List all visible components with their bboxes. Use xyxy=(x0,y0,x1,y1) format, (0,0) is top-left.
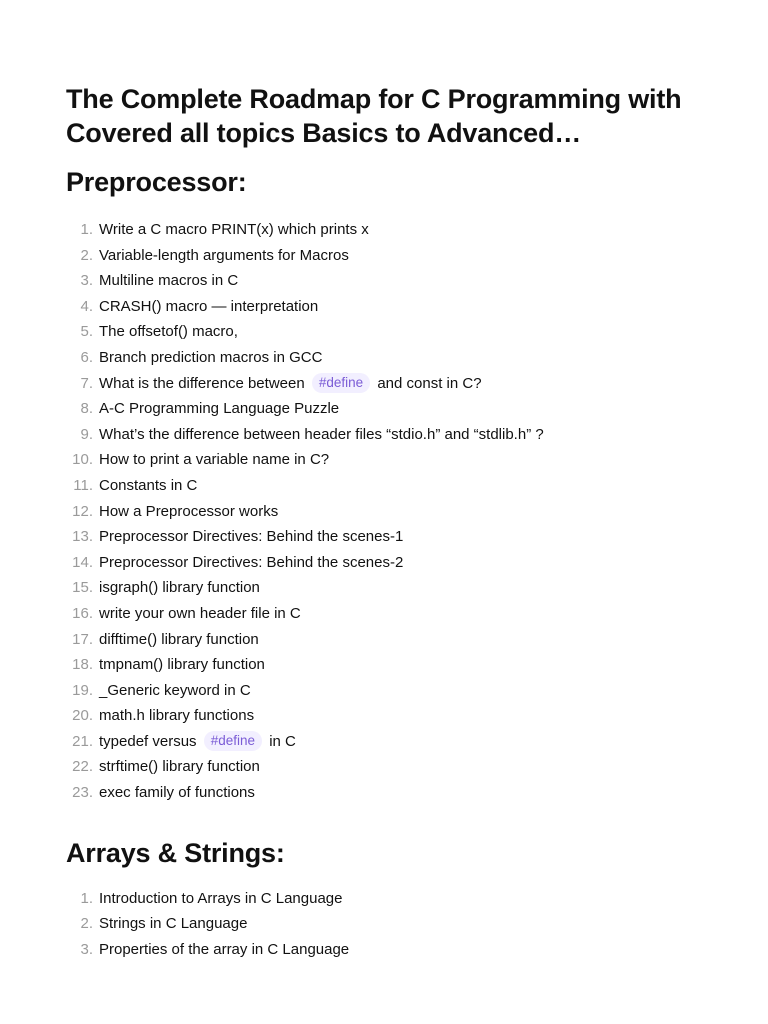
list-item-number: 21. xyxy=(72,732,93,750)
document-title-line-1: The Complete Roadmap for C Programming with xyxy=(66,84,682,114)
list-item-text: Branch prediction macros in GCC xyxy=(99,348,323,366)
list-item-text: Properties of the array in C Language xyxy=(99,940,350,958)
list-item-number: 22. xyxy=(72,758,93,776)
list-item xyxy=(66,268,706,294)
inline-code-tag: #define xyxy=(204,731,262,751)
list-item xyxy=(66,371,706,397)
list-item-number: 1. xyxy=(80,221,93,238)
list-item-text: The offsetof() macro, xyxy=(99,323,238,341)
list-item-text: exec family of functions xyxy=(99,784,255,802)
list-item-number: 5. xyxy=(80,323,93,341)
list-item-text: in C xyxy=(269,732,296,750)
list-item-text: _Generic keyword in C xyxy=(99,681,251,699)
list-item-number: 18. xyxy=(72,656,93,674)
list-item xyxy=(66,499,706,525)
list-item-number: 20. xyxy=(72,707,93,725)
document-title xyxy=(66,82,706,150)
list-item-number: 13. xyxy=(72,528,93,546)
list-item-number: 8. xyxy=(80,400,93,418)
list-item-text: isgraph() library function xyxy=(99,579,260,597)
list-item xyxy=(66,627,706,653)
list-item-number: 12. xyxy=(72,502,93,520)
list-item-text: How to print a variable name in C? xyxy=(99,451,330,469)
list-item-text: Preprocessor Directives: Behind the scenes-1 xyxy=(99,528,404,546)
list-item-number: 4. xyxy=(80,297,93,315)
list-item-text: strftime() library function xyxy=(99,758,260,776)
list-item-text: write your own header file in C xyxy=(99,604,301,622)
section-title-arrays-strings: Arrays & Strings: xyxy=(66,837,285,868)
list-item xyxy=(66,243,706,269)
list-item-number: 6. xyxy=(80,348,93,366)
topic-list-arrays-strings xyxy=(66,886,706,963)
list-item-text: Strings in C Language xyxy=(99,915,248,933)
list-item xyxy=(66,524,706,550)
list-item-number: 23. xyxy=(72,784,93,802)
topic-list-preprocessor xyxy=(66,217,706,806)
document-title-line-2: Covered all topics Basics to Advanced… xyxy=(66,118,582,148)
list-item-text: What’s the difference between header files “stdio.h” and “stdlib.h” ? xyxy=(99,425,544,443)
list-item xyxy=(66,447,706,473)
section-title-preprocessor: Preprocessor: xyxy=(66,167,247,197)
list-item xyxy=(66,886,706,912)
list-item xyxy=(66,703,706,729)
list-item xyxy=(66,473,706,499)
list-item-text: Multiline macros in C xyxy=(99,272,239,290)
list-item-number: 2. xyxy=(80,915,93,933)
list-item xyxy=(66,911,706,937)
list-item-text: Variable-length arguments for Macros xyxy=(99,246,349,264)
list-item-number: 9. xyxy=(80,425,93,443)
list-item-number: 17. xyxy=(72,630,93,648)
list-item-text: typedef versus xyxy=(99,732,197,750)
list-item-text: What is the difference between xyxy=(99,374,305,392)
list-item-number: 3. xyxy=(80,940,93,958)
list-item-text: A-C Programming Language Puzzle xyxy=(99,400,340,418)
list-item xyxy=(66,678,706,704)
list-item-number: 11. xyxy=(73,476,93,494)
list-item-text: difftime() library function xyxy=(99,630,259,648)
list-item-number: 16. xyxy=(72,604,93,622)
list-item xyxy=(66,550,706,576)
list-item xyxy=(66,754,706,780)
list-item-number: 14. xyxy=(72,553,93,571)
list-item-text: Introduction to Arrays in C Language xyxy=(99,889,343,907)
list-item-number: 2. xyxy=(80,246,93,264)
list-item xyxy=(66,319,706,345)
list-item-number: 19. xyxy=(72,681,93,699)
list-item-number: 15. xyxy=(72,579,93,597)
list-item-text: tmpnam() library function xyxy=(99,656,265,674)
list-item xyxy=(66,601,706,627)
list-item-text: Write a C macro PRINT(x) which prints x xyxy=(99,221,369,238)
list-item xyxy=(66,729,706,755)
inline-code-tag: #define xyxy=(312,373,370,393)
list-item xyxy=(66,937,706,963)
list-item xyxy=(66,652,706,678)
list-item-text: and const in C? xyxy=(377,374,482,392)
list-item-number: 1. xyxy=(80,889,93,907)
list-item-number: 3. xyxy=(80,272,93,290)
list-item xyxy=(66,780,706,806)
list-item xyxy=(66,396,706,422)
list-item xyxy=(66,345,706,371)
document-page xyxy=(66,82,706,962)
list-item xyxy=(66,217,706,243)
list-item xyxy=(66,294,706,320)
list-item-text: Preprocessor Directives: Behind the scenes-2 xyxy=(99,553,404,571)
list-item-text: How a Preprocessor works xyxy=(99,502,279,520)
list-item-number: 7. xyxy=(80,374,93,392)
list-item xyxy=(66,422,706,448)
list-item xyxy=(66,575,706,601)
list-item-text: CRASH() macro — interpretation xyxy=(99,297,319,315)
list-item-text: math.h library functions xyxy=(99,707,255,725)
list-item-number: 10. xyxy=(72,451,93,469)
list-item-text: Constants in C xyxy=(99,476,198,494)
